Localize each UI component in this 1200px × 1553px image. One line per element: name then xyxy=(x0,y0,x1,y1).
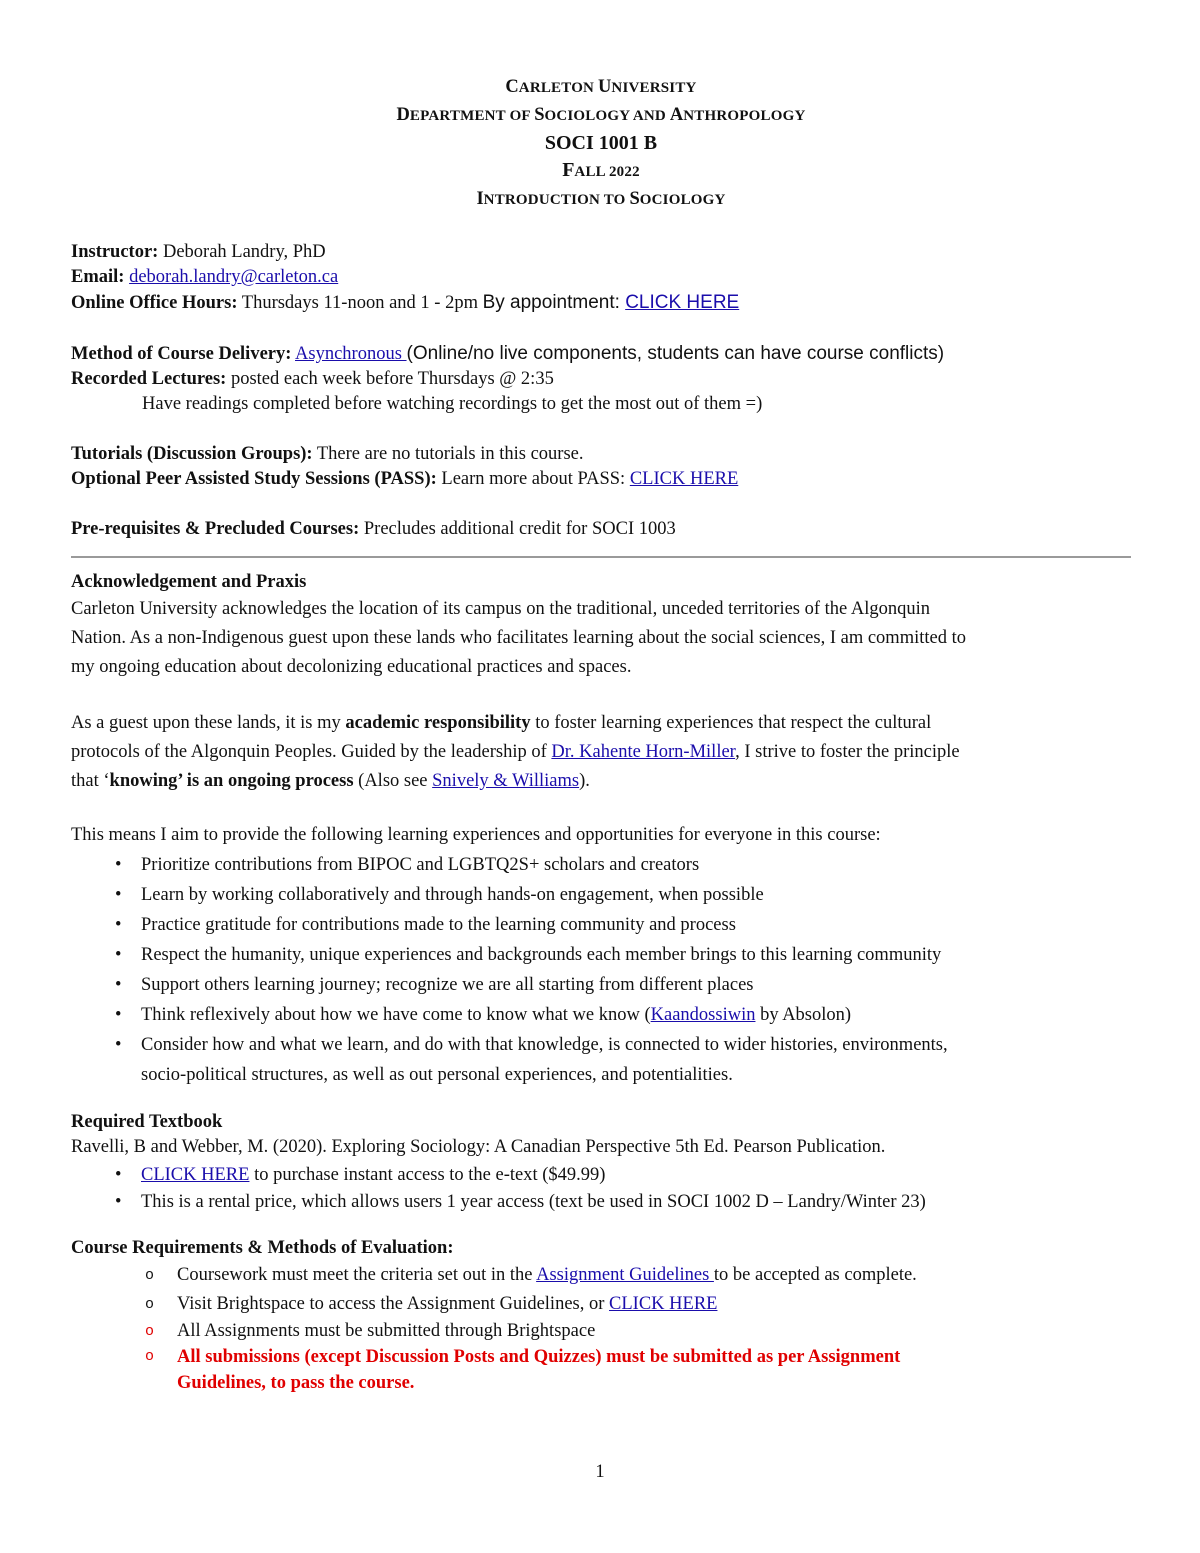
list-item: • Practice gratitude for contributions made to the learning community and process xyxy=(71,910,1131,940)
course-title: INTRODUCTION TO SOCIOLOGY xyxy=(476,189,726,209)
list-item: o Visit Brightspace to access the Assignment Guidelines, or CLICK HERE xyxy=(71,1290,1131,1319)
list-item: • Prioritize contributions from BIPOC and LGBTQ2S+ scholars and creators xyxy=(71,850,1131,880)
textbook-citation: Ravelli, B and Webber, M. (2020). Exploring Sociology: A Canadian Perspective 5th Ed. Pearson Publication. xyxy=(71,1137,886,1157)
textbook-purchase-link[interactable]: CLICK HERE xyxy=(141,1165,250,1185)
document-header xyxy=(71,74,1131,214)
syllabus-page xyxy=(71,74,1131,1396)
list-item: • Support others learning journey; recognize we are all starting from different places xyxy=(71,970,1131,1000)
bullet-icon: • xyxy=(115,885,122,905)
instructor-line: Instructor: Deborah Landry, PhD xyxy=(71,242,326,262)
course-code: SOCI 1001 B xyxy=(544,132,658,154)
bullet-icon: • xyxy=(115,855,122,875)
list-item: o All submissions (except Discussion Posts and Quizzes) must be submitted as per Assignment Guidelines, to pass the course. xyxy=(71,1344,1131,1396)
evaluation-list xyxy=(71,1261,1131,1396)
bullet-icon: • xyxy=(115,1165,122,1185)
lectures-note: Have readings completed before watching recordings to get the most out of them =) xyxy=(142,394,763,414)
acknowledgement-paragraph-1: Carleton University acknowledges the location of its campus on the traditional, unceded territories of the Algonquin Nation. As a non-Indigenous guest upon these lands who facilitates learning about the social sciences, I am committed to my ongoing education about decolonizing educational practices and spaces. xyxy=(71,599,966,677)
circle-bullet-icon: o xyxy=(145,1296,155,1313)
email-link[interactable]: deborah.landry@carleton.ca xyxy=(129,267,339,287)
evaluation-heading: Course Requirements & Methods of Evaluation: xyxy=(71,1238,454,1258)
circle-bullet-icon: o xyxy=(145,1348,155,1365)
bullet-icon: • xyxy=(115,1005,122,1025)
university-name: CARLETON UNIVERSITY xyxy=(505,77,697,97)
pass-link[interactable]: CLICK HERE xyxy=(629,469,739,489)
kaandossiwin-link[interactable]: Kaandossiwin xyxy=(650,1005,756,1025)
circle-bullet-icon: o xyxy=(145,1267,155,1284)
list-item: • Think reflexively about how we have come to know what we know (Kaandossiwin by Absolon) xyxy=(71,1000,1131,1030)
prerequisites-line: Pre-requisites & Precluded Courses: Precludes additional credit for SOCI 1003 xyxy=(71,519,676,539)
commitments-intro: This means I aim to provide the following learning experiences and opportunities for everyone in this course: xyxy=(71,825,881,845)
list-item: • Learn by working collaboratively and through hands-on engagement, when possible xyxy=(71,880,1131,910)
list-item: • Respect the humanity, unique experiences and backgrounds each member brings to this learning community xyxy=(71,940,1131,970)
lectures-line: Recorded Lectures: posted each week before Thursdays @ 2:35 xyxy=(71,369,554,389)
tutorials-line: Tutorials (Discussion Groups): There are no tutorials in this course. xyxy=(71,444,584,464)
email-line: Email: deborah.landry@carleton.ca xyxy=(71,267,339,287)
bullet-icon: • xyxy=(115,945,122,965)
bullet-icon: • xyxy=(115,1192,122,1212)
pass-line: Optional Peer Assisted Study Sessions (PASS): Learn more about PASS: CLICK HERE xyxy=(71,469,739,489)
snively-williams-link[interactable]: Snively & Williams xyxy=(432,771,580,791)
acknowledgement-heading: Acknowledgement and Praxis xyxy=(71,572,307,592)
section-divider xyxy=(71,556,1131,558)
delivery-line: Method of Course Delivery: Asynchronous (Online/no live components, students can have course conflicts) xyxy=(71,343,945,364)
term: FALL 2022 xyxy=(562,159,640,181)
asynchronous-link[interactable]: Asynchronous xyxy=(295,344,407,364)
list-item: • This is a rental price, which allows users 1 year access (text be used in SOCI 1002 D – Landry/Winter 23) xyxy=(71,1189,1131,1216)
list-item: o All Assignments must be submitted through Brightspace xyxy=(71,1319,1131,1344)
office-hours-link[interactable]: CLICK HERE xyxy=(625,292,740,313)
bullet-icon: • xyxy=(115,915,122,935)
bullet-icon: • xyxy=(115,1035,122,1055)
department-name: DEPARTMENT OF SOCIOLOGY AND ANTHROPOLOGY xyxy=(396,105,806,125)
office-hours-line: Online Office Hours: Thursdays 11-noon and 1 - 2pm By appointment: CLICK HERE xyxy=(71,292,740,313)
list-item: • CLICK HERE to purchase instant access to the e-text ($49.99) xyxy=(71,1162,1131,1189)
list-item: o Coursework must meet the criteria set out in the Assignment Guidelines to be accepted as complete. xyxy=(71,1261,1131,1290)
commitments-list xyxy=(71,850,1131,1090)
textbook-heading: Required Textbook xyxy=(71,1112,223,1132)
assignment-guidelines-link[interactable]: Assignment Guidelines xyxy=(536,1265,714,1285)
list-item: • Consider how and what we learn, and do with that knowledge, is connected to wider histories, environments, socio-political structures, as well as out personal experiences, and potentialities. xyxy=(71,1030,1131,1090)
textbook-list xyxy=(71,1162,1131,1216)
brightspace-guidelines-link[interactable]: CLICK HERE xyxy=(609,1294,718,1314)
page-number: 1 xyxy=(595,1462,605,1482)
horn-miller-link[interactable]: Dr. Kahente Horn-Miller xyxy=(551,742,736,762)
acknowledgement-paragraph-2: As a guest upon these lands, it is my academic responsibility to foster learning experiences that respect the cultural protocols of the Algonquin Peoples. Guided by the leadership of Dr. Kahente Horn-Miller, I strive to foster the principle that ‘knowing’ is an ongoing process (Also see Snively & Williams). xyxy=(71,713,960,791)
bullet-icon: • xyxy=(115,975,122,995)
circle-bullet-icon: o xyxy=(145,1323,155,1340)
